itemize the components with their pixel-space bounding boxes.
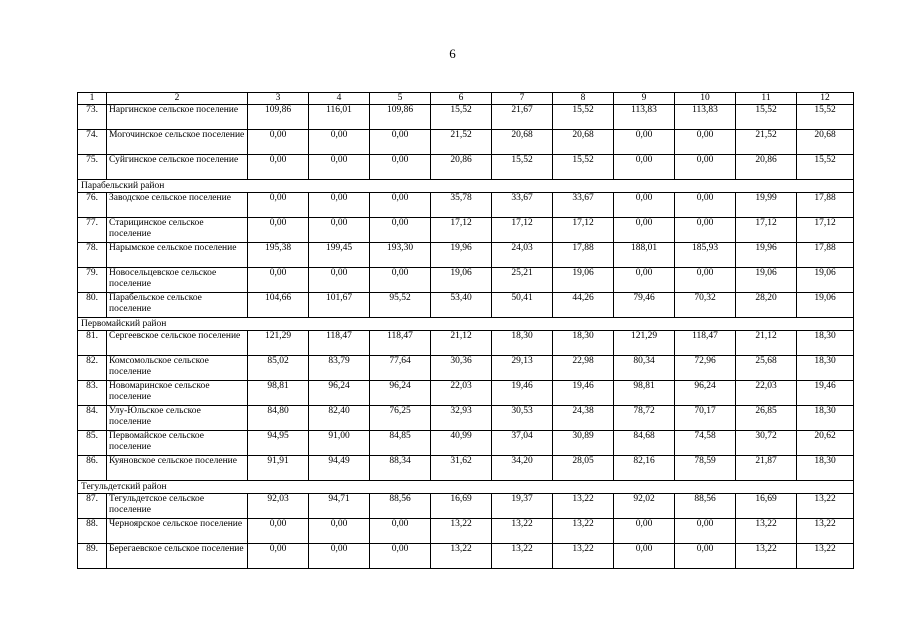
column-header-6: 6 <box>431 93 492 105</box>
value-cell-col-8: 17,12 <box>553 218 614 243</box>
value-cell-col-5: 96,24 <box>370 381 431 406</box>
value-cell-col-8: 44,26 <box>553 293 614 318</box>
value-cell-col-4: 94,71 <box>309 494 370 519</box>
value-cell-col-9: 0,00 <box>614 218 675 243</box>
row-number: 87. <box>78 494 107 519</box>
value-cell-col-6: 16,69 <box>431 494 492 519</box>
column-header-9: 9 <box>614 93 675 105</box>
settlement-name: Новомаринское сельское поселение <box>107 381 248 406</box>
value-cell-col-7: 50,41 <box>492 293 553 318</box>
value-cell-col-3: 0,00 <box>248 544 309 569</box>
value-cell-col-4: 96,24 <box>309 381 370 406</box>
value-cell-col-12: 19,06 <box>797 268 854 293</box>
value-cell-col-9: 0,00 <box>614 519 675 544</box>
region-row <box>78 180 854 193</box>
value-cell-col-5: 109,86 <box>370 105 431 130</box>
value-cell-col-10: 0,00 <box>675 544 736 569</box>
value-cell-col-12: 17,88 <box>797 243 854 268</box>
value-cell-col-12: 13,22 <box>797 494 854 519</box>
value-cell-col-6: 35,78 <box>431 193 492 218</box>
row-number: 79. <box>78 268 107 293</box>
region-name: Парабельский район <box>78 180 854 193</box>
column-header-11: 11 <box>736 93 797 105</box>
value-cell-col-4: 0,00 <box>309 218 370 243</box>
column-header-1: 1 <box>78 93 107 105</box>
value-cell-col-6: 21,12 <box>431 331 492 356</box>
value-cell-col-11: 17,12 <box>736 218 797 243</box>
row-number: 89. <box>78 544 107 569</box>
settlement-name: Улу-Юльское сельское поселение <box>107 406 248 431</box>
value-cell-col-11: 26,85 <box>736 406 797 431</box>
value-cell-col-9: 0,00 <box>614 193 675 218</box>
region-name: Тегульдетский район <box>78 481 854 494</box>
value-cell-col-5: 95,52 <box>370 293 431 318</box>
value-cell-col-7: 25,21 <box>492 268 553 293</box>
value-cell-col-8: 13,22 <box>553 544 614 569</box>
value-cell-col-12: 20,62 <box>797 431 854 456</box>
value-cell-col-10: 0,00 <box>675 218 736 243</box>
value-cell-col-8: 28,05 <box>553 456 614 481</box>
value-cell-col-12: 13,22 <box>797 519 854 544</box>
value-cell-col-9: 121,29 <box>614 331 675 356</box>
value-cell-col-4: 83,79 <box>309 356 370 381</box>
value-cell-col-11: 16,69 <box>736 494 797 519</box>
settlement-name: Берегаевское сельское поселение <box>107 544 248 569</box>
value-cell-col-8: 22,98 <box>553 356 614 381</box>
settlement-name: Могочинское сельское поселение <box>107 130 248 155</box>
value-cell-col-3: 109,86 <box>248 105 309 130</box>
value-cell-col-6: 15,52 <box>431 105 492 130</box>
value-cell-col-4: 0,00 <box>309 544 370 569</box>
table-row <box>78 356 854 381</box>
value-cell-col-7: 33,67 <box>492 193 553 218</box>
value-cell-col-6: 30,36 <box>431 356 492 381</box>
value-cell-col-12: 19,06 <box>797 293 854 318</box>
value-cell-col-5: 0,00 <box>370 544 431 569</box>
value-cell-col-7: 30,53 <box>492 406 553 431</box>
settlement-name: Комсомольское сельское поселение <box>107 356 248 381</box>
column-header-8: 8 <box>553 93 614 105</box>
value-cell-col-7: 18,30 <box>492 331 553 356</box>
row-number: 82. <box>78 356 107 381</box>
value-cell-col-4: 94,49 <box>309 456 370 481</box>
value-cell-col-9: 92,02 <box>614 494 675 519</box>
table-row <box>78 544 854 569</box>
value-cell-col-12: 17,12 <box>797 218 854 243</box>
row-number: 83. <box>78 381 107 406</box>
region-name: Первомайский район <box>78 318 854 331</box>
value-cell-col-6: 40,99 <box>431 431 492 456</box>
value-cell-col-10: 70,32 <box>675 293 736 318</box>
value-cell-col-12: 17,88 <box>797 193 854 218</box>
settlement-name: Нарымское сельское поселение <box>107 243 248 268</box>
region-row <box>78 318 854 331</box>
column-header-2: 2 <box>107 93 248 105</box>
value-cell-col-6: 22,03 <box>431 381 492 406</box>
value-cell-col-11: 28,20 <box>736 293 797 318</box>
row-number: 75. <box>78 155 107 180</box>
value-cell-col-4: 101,67 <box>309 293 370 318</box>
value-cell-col-6: 13,22 <box>431 519 492 544</box>
value-cell-col-7: 20,68 <box>492 130 553 155</box>
row-number: 77. <box>78 218 107 243</box>
value-cell-col-6: 31,62 <box>431 456 492 481</box>
value-cell-col-8: 19,46 <box>553 381 614 406</box>
table-row <box>78 431 854 456</box>
value-cell-col-10: 74,58 <box>675 431 736 456</box>
table-row <box>78 331 854 356</box>
value-cell-col-8: 15,52 <box>553 155 614 180</box>
value-cell-col-7: 17,12 <box>492 218 553 243</box>
value-cell-col-12: 13,22 <box>797 544 854 569</box>
value-cell-col-9: 0,00 <box>614 268 675 293</box>
value-cell-col-8: 33,67 <box>553 193 614 218</box>
value-cell-col-5: 0,00 <box>370 519 431 544</box>
value-cell-col-10: 0,00 <box>675 130 736 155</box>
value-cell-col-7: 15,52 <box>492 155 553 180</box>
value-cell-col-12: 20,68 <box>797 130 854 155</box>
value-cell-col-10: 72,96 <box>675 356 736 381</box>
value-cell-col-12: 15,52 <box>797 155 854 180</box>
value-cell-col-9: 0,00 <box>614 130 675 155</box>
value-cell-col-10: 0,00 <box>675 519 736 544</box>
value-cell-col-3: 91,91 <box>248 456 309 481</box>
value-cell-col-5: 0,00 <box>370 268 431 293</box>
row-number: 74. <box>78 130 107 155</box>
value-cell-col-6: 20,86 <box>431 155 492 180</box>
table-row <box>78 456 854 481</box>
value-cell-col-3: 98,81 <box>248 381 309 406</box>
value-cell-col-9: 98,81 <box>614 381 675 406</box>
value-cell-col-9: 84,68 <box>614 431 675 456</box>
value-cell-col-9: 0,00 <box>614 544 675 569</box>
value-cell-col-11: 20,86 <box>736 155 797 180</box>
value-cell-col-5: 0,00 <box>370 130 431 155</box>
value-cell-col-11: 13,22 <box>736 519 797 544</box>
value-cell-col-11: 19,06 <box>736 268 797 293</box>
value-cell-col-5: 76,25 <box>370 406 431 431</box>
value-cell-col-3: 195,38 <box>248 243 309 268</box>
value-cell-col-3: 92,03 <box>248 494 309 519</box>
value-cell-col-3: 0,00 <box>248 130 309 155</box>
value-cell-col-11: 15,52 <box>736 105 797 130</box>
table-row <box>78 268 854 293</box>
table-row <box>78 243 854 268</box>
value-cell-col-4: 0,00 <box>309 268 370 293</box>
value-cell-col-3: 121,29 <box>248 331 309 356</box>
value-cell-col-9: 80,34 <box>614 356 675 381</box>
value-cell-col-10: 96,24 <box>675 381 736 406</box>
value-cell-col-5: 84,85 <box>370 431 431 456</box>
row-number: 84. <box>78 406 107 431</box>
row-number: 78. <box>78 243 107 268</box>
row-number: 88. <box>78 519 107 544</box>
settlement-name: Первомайское сельское поселение <box>107 431 248 456</box>
value-cell-col-10: 78,59 <box>675 456 736 481</box>
value-cell-col-8: 30,89 <box>553 431 614 456</box>
value-cell-col-5: 0,00 <box>370 218 431 243</box>
page-number: 6 <box>449 46 456 61</box>
column-header-5: 5 <box>370 93 431 105</box>
value-cell-col-4: 91,00 <box>309 431 370 456</box>
value-cell-col-11: 21,12 <box>736 331 797 356</box>
value-cell-col-8: 15,52 <box>553 105 614 130</box>
table-row <box>78 130 854 155</box>
value-cell-col-3: 0,00 <box>248 268 309 293</box>
value-cell-col-3: 0,00 <box>248 519 309 544</box>
value-cell-col-9: 78,72 <box>614 406 675 431</box>
settlement-name: Заводское сельское поселение <box>107 193 248 218</box>
row-number: 80. <box>78 293 107 318</box>
value-cell-col-3: 104,66 <box>248 293 309 318</box>
table-row <box>78 406 854 431</box>
value-cell-col-8: 24,38 <box>553 406 614 431</box>
table-row <box>78 293 854 318</box>
value-cell-col-4: 118,47 <box>309 331 370 356</box>
value-cell-col-5: 88,34 <box>370 456 431 481</box>
region-row <box>78 481 854 494</box>
value-cell-col-11: 13,22 <box>736 544 797 569</box>
value-cell-col-11: 30,72 <box>736 431 797 456</box>
value-cell-col-10: 0,00 <box>675 268 736 293</box>
value-cell-col-12: 19,46 <box>797 381 854 406</box>
value-cell-col-11: 21,87 <box>736 456 797 481</box>
value-cell-col-9: 82,16 <box>614 456 675 481</box>
value-cell-col-4: 0,00 <box>309 193 370 218</box>
value-cell-col-7: 13,22 <box>492 544 553 569</box>
value-cell-col-4: 0,00 <box>309 519 370 544</box>
settlement-name: Куяновское сельское поселение <box>107 456 248 481</box>
value-cell-col-3: 94,95 <box>248 431 309 456</box>
column-header-12: 12 <box>797 93 854 105</box>
value-cell-col-10: 118,47 <box>675 331 736 356</box>
settlement-name: Парабельское сельское поселение <box>107 293 248 318</box>
value-cell-col-6: 32,93 <box>431 406 492 431</box>
value-cell-col-8: 18,30 <box>553 331 614 356</box>
table-row <box>78 218 854 243</box>
value-cell-col-12: 18,30 <box>797 406 854 431</box>
value-cell-col-11: 25,68 <box>736 356 797 381</box>
value-cell-col-10: 185,93 <box>675 243 736 268</box>
value-cell-col-9: 79,46 <box>614 293 675 318</box>
value-cell-col-7: 34,20 <box>492 456 553 481</box>
value-cell-col-9: 0,00 <box>614 155 675 180</box>
table-row <box>78 494 854 519</box>
value-cell-col-7: 19,37 <box>492 494 553 519</box>
value-cell-col-12: 15,52 <box>797 105 854 130</box>
value-cell-col-5: 77,64 <box>370 356 431 381</box>
settlement-name: Новосельцевское сельское поселение <box>107 268 248 293</box>
value-cell-col-3: 84,80 <box>248 406 309 431</box>
value-cell-col-12: 18,30 <box>797 356 854 381</box>
value-cell-col-10: 0,00 <box>675 155 736 180</box>
table-row <box>78 519 854 544</box>
value-cell-col-7: 21,67 <box>492 105 553 130</box>
value-cell-col-5: 0,00 <box>370 193 431 218</box>
value-cell-col-11: 22,03 <box>736 381 797 406</box>
value-cell-col-6: 17,12 <box>431 218 492 243</box>
table-row <box>78 381 854 406</box>
value-cell-col-8: 19,06 <box>553 268 614 293</box>
value-cell-col-9: 113,83 <box>614 105 675 130</box>
tariff-table <box>77 92 854 569</box>
value-cell-col-3: 0,00 <box>248 155 309 180</box>
value-cell-col-6: 19,96 <box>431 243 492 268</box>
value-cell-col-6: 13,22 <box>431 544 492 569</box>
value-cell-col-3: 85,02 <box>248 356 309 381</box>
value-cell-col-11: 21,52 <box>736 130 797 155</box>
column-header-7: 7 <box>492 93 553 105</box>
value-cell-col-4: 116,01 <box>309 105 370 130</box>
value-cell-col-7: 24,03 <box>492 243 553 268</box>
value-cell-col-3: 0,00 <box>248 218 309 243</box>
value-cell-col-11: 19,99 <box>736 193 797 218</box>
value-cell-col-7: 19,46 <box>492 381 553 406</box>
value-cell-col-5: 0,00 <box>370 155 431 180</box>
settlement-name: Суйгинское сельское поселение <box>107 155 248 180</box>
value-cell-col-10: 70,17 <box>675 406 736 431</box>
value-cell-col-10: 88,56 <box>675 494 736 519</box>
settlement-name: Тегульдетское сельское поселение <box>107 494 248 519</box>
value-cell-col-6: 21,52 <box>431 130 492 155</box>
value-cell-col-4: 82,40 <box>309 406 370 431</box>
table-row <box>78 193 854 218</box>
value-cell-col-10: 0,00 <box>675 193 736 218</box>
value-cell-col-3: 0,00 <box>248 193 309 218</box>
value-cell-col-5: 88,56 <box>370 494 431 519</box>
value-cell-col-4: 0,00 <box>309 155 370 180</box>
value-cell-col-6: 53,40 <box>431 293 492 318</box>
value-cell-col-8: 13,22 <box>553 494 614 519</box>
column-header-10: 10 <box>675 93 736 105</box>
value-cell-col-8: 13,22 <box>553 519 614 544</box>
value-cell-col-7: 29,13 <box>492 356 553 381</box>
settlement-name: Наргинское сельское поселение <box>107 105 248 130</box>
value-cell-col-10: 113,83 <box>675 105 736 130</box>
settlement-name: Черноярское сельское поселение <box>107 519 248 544</box>
header-row <box>78 93 854 105</box>
table-row <box>78 155 854 180</box>
column-header-4: 4 <box>309 93 370 105</box>
value-cell-col-12: 18,30 <box>797 331 854 356</box>
table-row <box>78 105 854 130</box>
value-cell-col-4: 0,00 <box>309 130 370 155</box>
value-cell-col-12: 18,30 <box>797 456 854 481</box>
settlement-name: Сергеевское сельское поселение <box>107 331 248 356</box>
value-cell-col-7: 13,22 <box>492 519 553 544</box>
value-cell-col-11: 19,96 <box>736 243 797 268</box>
value-cell-col-8: 20,68 <box>553 130 614 155</box>
row-number: 81. <box>78 331 107 356</box>
settlement-name: Старицинское сельское поселение <box>107 218 248 243</box>
value-cell-col-5: 193,30 <box>370 243 431 268</box>
column-header-3: 3 <box>248 93 309 105</box>
row-number: 76. <box>78 193 107 218</box>
row-number: 73. <box>78 105 107 130</box>
row-number: 86. <box>78 456 107 481</box>
value-cell-col-4: 199,45 <box>309 243 370 268</box>
value-cell-col-5: 118,47 <box>370 331 431 356</box>
value-cell-col-9: 188,01 <box>614 243 675 268</box>
value-cell-col-8: 17,88 <box>553 243 614 268</box>
value-cell-col-6: 19,06 <box>431 268 492 293</box>
value-cell-col-7: 37,04 <box>492 431 553 456</box>
row-number: 85. <box>78 431 107 456</box>
